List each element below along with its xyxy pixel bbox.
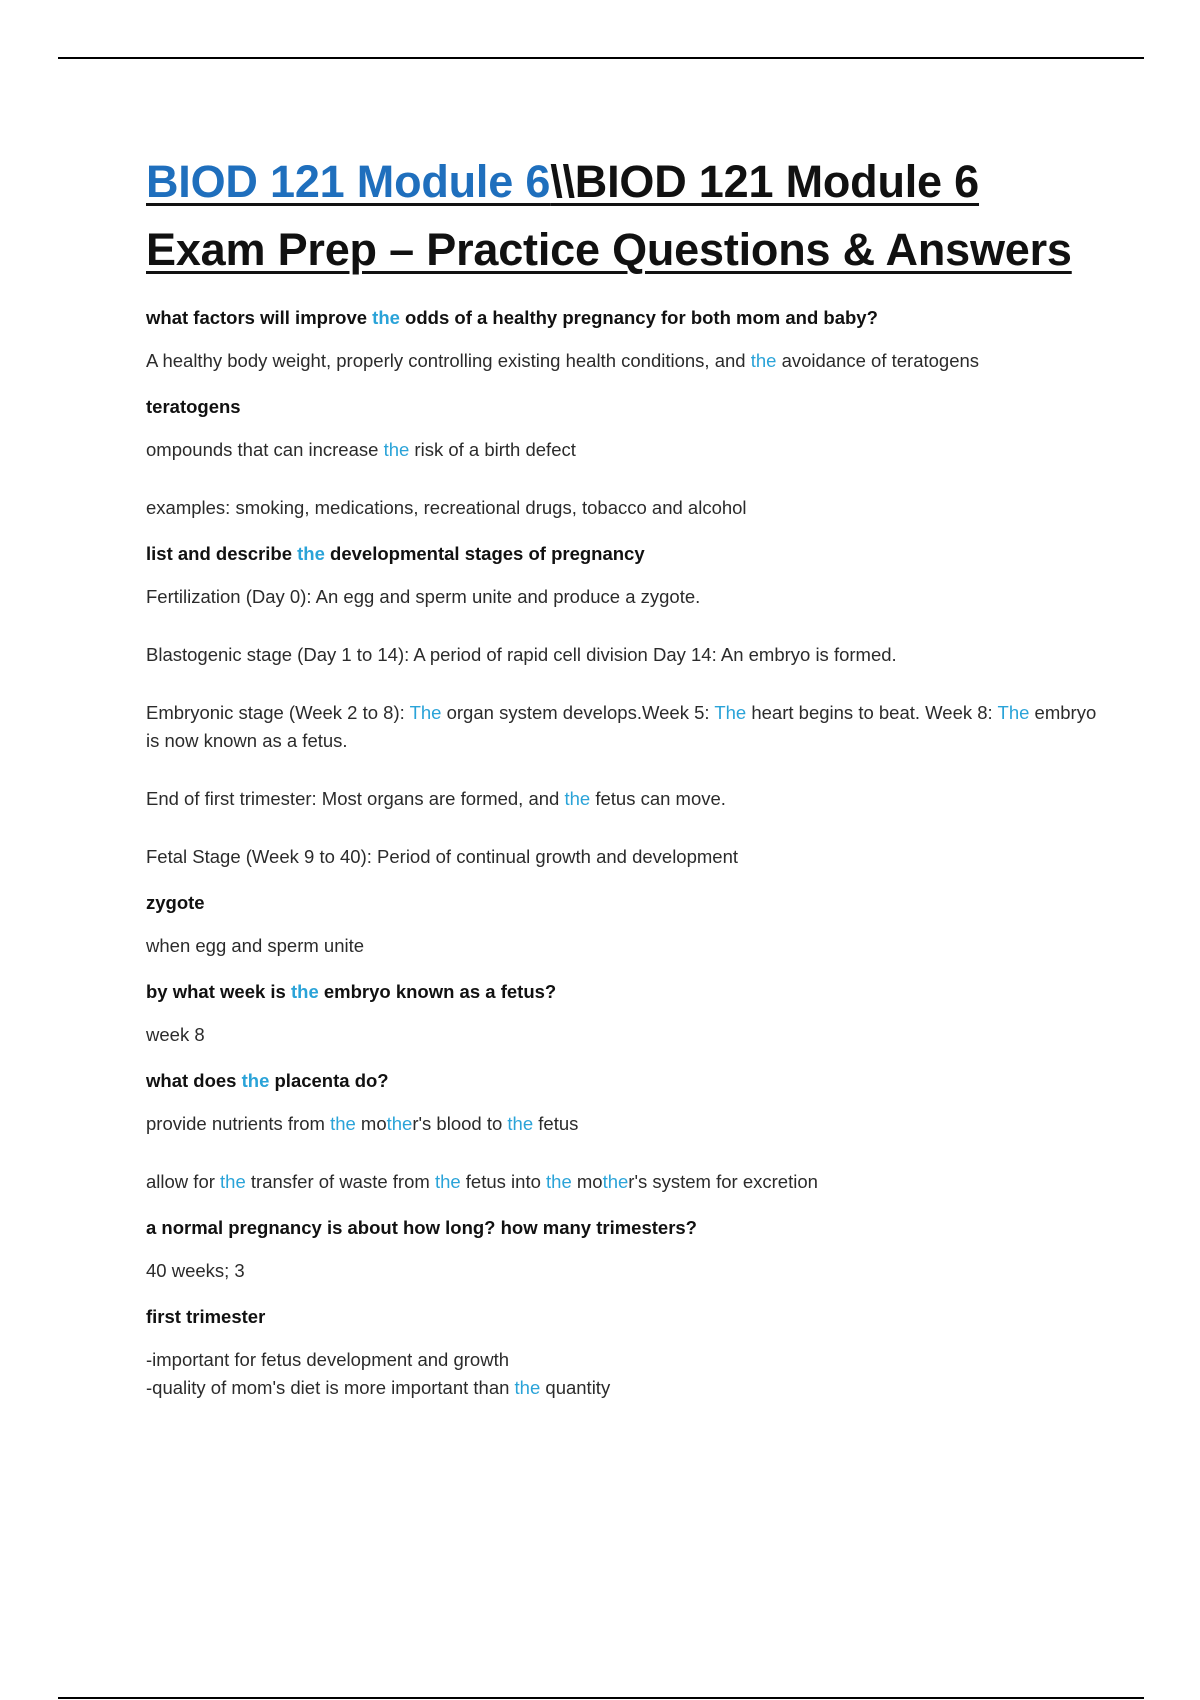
answer-text: A healthy body weight, properly controlling existing health conditions, and — [146, 350, 751, 371]
answer-text: End of first trimester: Most organs are formed, and — [146, 788, 565, 809]
answer-text: fetus into — [460, 1171, 547, 1192]
question-text: what factors will improve — [146, 307, 373, 328]
question-pregnancy-length: a normal pregnancy is about how long? how many trimesters? — [146, 1217, 697, 1238]
answer-pregnancy-length: 40 weeks; 3 — [146, 1260, 245, 1281]
document-body — [146, 148, 1106, 1402]
answer-text: embryo is now known as a fetus. — [146, 702, 1097, 751]
answer-text: mo — [355, 1113, 387, 1134]
highlight-word: the — [386, 1113, 413, 1134]
answer-text: provide nutrients from — [146, 1113, 331, 1134]
answer-fertilization: Fertilization (Day 0): An egg and sperm unite and produce a zygote. — [146, 586, 701, 607]
answer-text: quantity — [540, 1377, 611, 1398]
answer-text: ompounds that can increase — [146, 439, 384, 460]
title-line-2: Exam Prep – Practice Questions & Answers — [146, 224, 1072, 275]
answer-embryonic-stage — [146, 699, 1106, 755]
question-text: list and describe — [146, 543, 298, 564]
answer-healthy-pregnancy — [146, 347, 1106, 375]
answer-text: mo — [571, 1171, 603, 1192]
answer-fetal-stage: Fetal Stage (Week 9 to 40): Period of continual growth and development — [146, 846, 739, 867]
answer-text: transfer of waste from — [245, 1171, 435, 1192]
answer-zygote: when egg and sperm unite — [146, 935, 365, 956]
answer-text: risk of a birth defect — [409, 439, 576, 460]
answer-blastogenic-stage: Blastogenic stage (Day 1 to 14): A period of rapid cell division Day 14: An embryo is formed. — [146, 644, 897, 665]
question-developmental-stages — [146, 542, 1106, 566]
highlight-word: the — [546, 1171, 572, 1192]
question-text: odds of a healthy pregnancy for both mom and baby? — [399, 307, 878, 328]
highlight-word: The — [714, 702, 747, 723]
question-text: developmental stages of pregnancy — [324, 543, 645, 564]
question-first-trimester: first trimester — [146, 1306, 266, 1327]
document-title — [146, 148, 1106, 284]
highlight-word: the — [241, 1070, 270, 1091]
answer-text: r's system for excretion — [628, 1171, 818, 1192]
highlight-word: the — [564, 788, 591, 809]
highlight-word: The — [997, 702, 1030, 723]
answer-teratogens-examples: examples: smoking, medications, recreational drugs, tobacco and alcohol — [146, 497, 747, 518]
highlight-word: the — [372, 307, 400, 328]
answer-fetus-week: week 8 — [146, 1024, 205, 1045]
title-line-1-rest: \\BIOD 121 Module 6 — [550, 156, 980, 207]
question-zygote: zygote — [146, 892, 205, 913]
answer-text: avoidance of teratogens — [776, 350, 980, 371]
answer-first-trimester-growth: -important for fetus development and growth — [146, 1349, 509, 1370]
question-healthy-pregnancy — [146, 306, 1106, 330]
answer-text: organ system develops.Week 5: — [441, 702, 715, 723]
question-text: what does — [146, 1070, 242, 1091]
question-teratogens: teratogens — [146, 396, 241, 417]
answer-teratogens-definition — [146, 436, 1106, 464]
question-text: embryo known as a fetus? — [318, 981, 557, 1002]
answer-text: -quality of mom's diet is more important than — [146, 1377, 515, 1398]
highlight-word: the — [290, 981, 319, 1002]
answer-text: r's blood to — [412, 1113, 508, 1134]
highlight-word: the — [297, 543, 325, 564]
answer-text: fetus can move. — [590, 788, 726, 809]
highlight-word: the — [220, 1171, 246, 1192]
highlight-word: the — [383, 439, 410, 460]
top-rule — [58, 57, 1144, 59]
highlight-word: the — [514, 1377, 541, 1398]
title-link[interactable]: BIOD 121 Module 6 — [146, 156, 551, 207]
highlight-word: the — [602, 1171, 629, 1192]
highlight-word: the — [434, 1171, 461, 1192]
question-text: placenta do? — [269, 1070, 389, 1091]
highlight-word: the — [750, 350, 777, 371]
answer-text: fetus — [533, 1113, 579, 1134]
answer-first-trimester-diet — [146, 1374, 1106, 1402]
answer-placenta-nutrients — [146, 1110, 1106, 1138]
highlight-word: The — [409, 702, 442, 723]
question-fetus-week — [146, 980, 1106, 1004]
answer-text: Embryonic stage (Week 2 to 8): — [146, 702, 410, 723]
answer-text: heart begins to beat. Week 8: — [746, 702, 998, 723]
question-text: by what week is — [146, 981, 291, 1002]
answer-text: allow for — [146, 1171, 221, 1192]
highlight-word: the — [507, 1113, 534, 1134]
highlight-word: the — [330, 1113, 356, 1134]
answer-first-trimester-end — [146, 785, 1106, 813]
bottom-rule — [58, 1697, 1144, 1699]
question-placenta — [146, 1069, 1106, 1093]
answer-placenta-waste — [146, 1168, 1106, 1196]
title-line-1 — [146, 156, 979, 207]
